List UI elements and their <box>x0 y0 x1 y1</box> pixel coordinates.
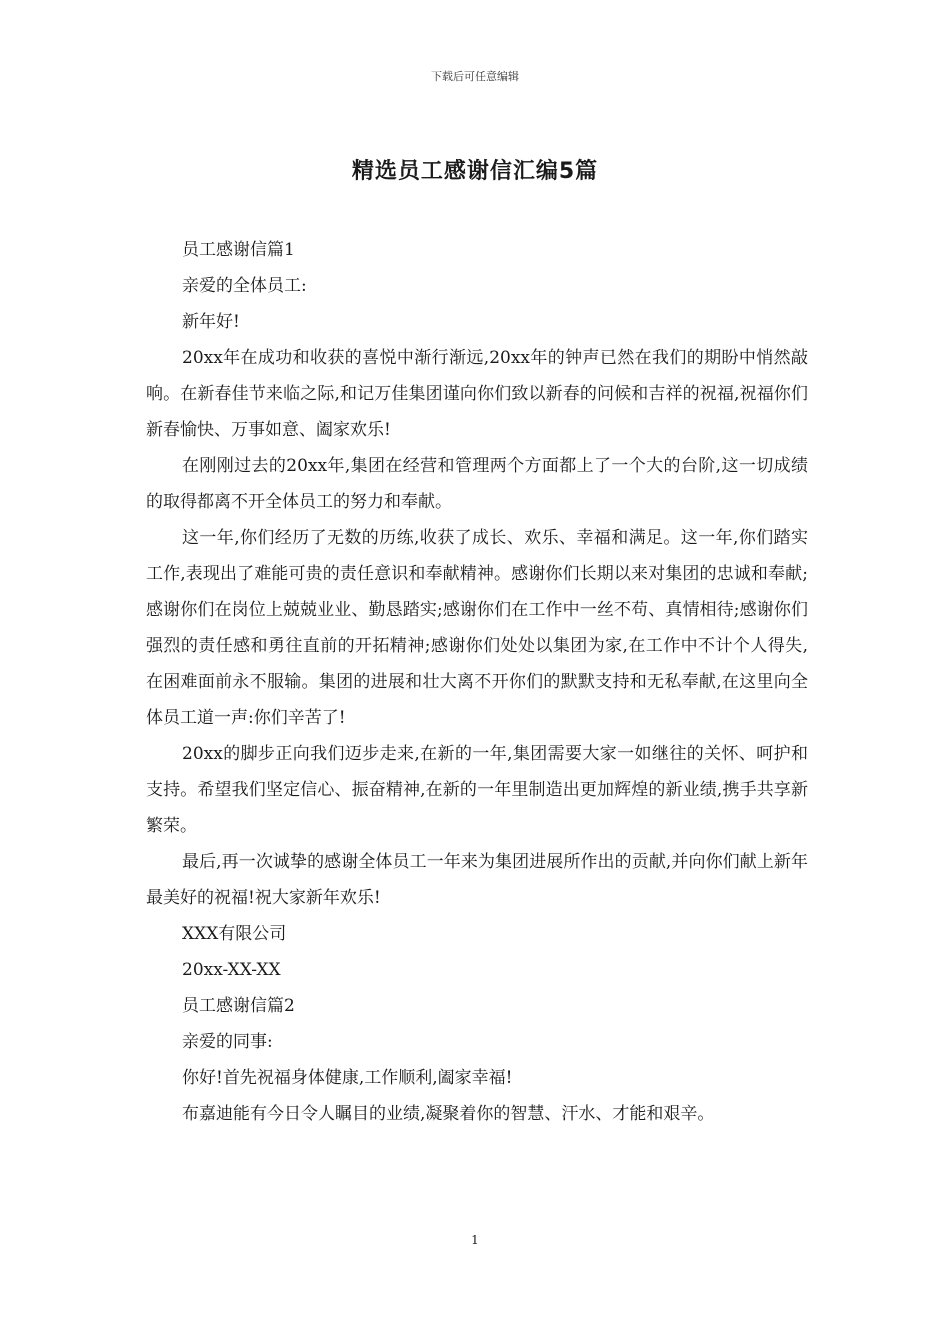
page-number: 1 <box>471 1233 479 1247</box>
signature-date: 20xx-XX-XX <box>182 960 281 980</box>
body-paragraph: 20xx年在成功和收获的喜悦中渐行渐远,20xx年的钟声已然在我们的期盼中悄然敲响。在新春佳节来临之际,和记万佳集团谨向你们致以新春的问候和吉祥的祝福,祝福你们新春愉快、万事如意、阖家欢乐! <box>146 348 808 440</box>
greeting: 你好!首先祝福身体健康,工作顺利,阖家幸福! <box>182 1068 513 1088</box>
document-body <box>146 232 808 1132</box>
document-title: 精选员工感谢信汇编5篇 <box>351 159 599 184</box>
signature-company: XXX有限公司 <box>182 924 287 944</box>
body-paragraph: 布嘉迪能有今日令人瞩目的业绩,凝聚着你的智慧、汗水、才能和艰辛。 <box>182 1104 715 1124</box>
greeting: 新年好! <box>182 312 240 332</box>
body-paragraph: 这一年,你们经历了无数的历练,收获了成长、欢乐、幸福和满足。这一年,你们踏实工作,表现出了难能可贵的责任意识和奉献精神。感谢你们长期以来对集团的忠诚和奉献;感谢你们在岗位上兢兢业业、勤恳踏实;感谢你们在工作中一丝不苟、真情相待;感谢你们强烈的责任感和勇往直前的开拓精神;感谢你们处处以集团为家,在工作中不计个人得失,在困难面前永不服输。集团的进展和壮大离不开你们的默默支持和无私奉献,在这里向全体员工道一声:你们辛苦了! <box>146 528 808 728</box>
body-paragraph: 20xx的脚步正向我们迈步走来,在新的一年,集团需要大家一如继往的关怀、呵护和支持。希望我们坚定信心、振奋精神,在新的一年里制造出更加辉煌的新业绩,携手共享新繁荣。 <box>146 744 808 836</box>
header-note: 下载后可任意编辑 <box>431 70 519 83</box>
body-paragraph: 在刚刚过去的20xx年,集团在经营和管理两个方面都上了一个大的台阶,这一切成绩的取得都离不开全体员工的努力和奉献。 <box>146 456 808 512</box>
salutation: 亲爱的同事: <box>182 1032 273 1052</box>
salutation: 亲爱的全体员工: <box>182 276 307 296</box>
body-paragraph: 最后,再一次诚挚的感谢全体员工一年来为集团进展所作出的贡献,并向你们献上新年最美好的祝福!祝大家新年欢乐! <box>146 852 808 908</box>
section-heading-2: 员工感谢信篇2 <box>182 996 295 1016</box>
section-heading-1: 员工感谢信篇1 <box>182 240 295 260</box>
